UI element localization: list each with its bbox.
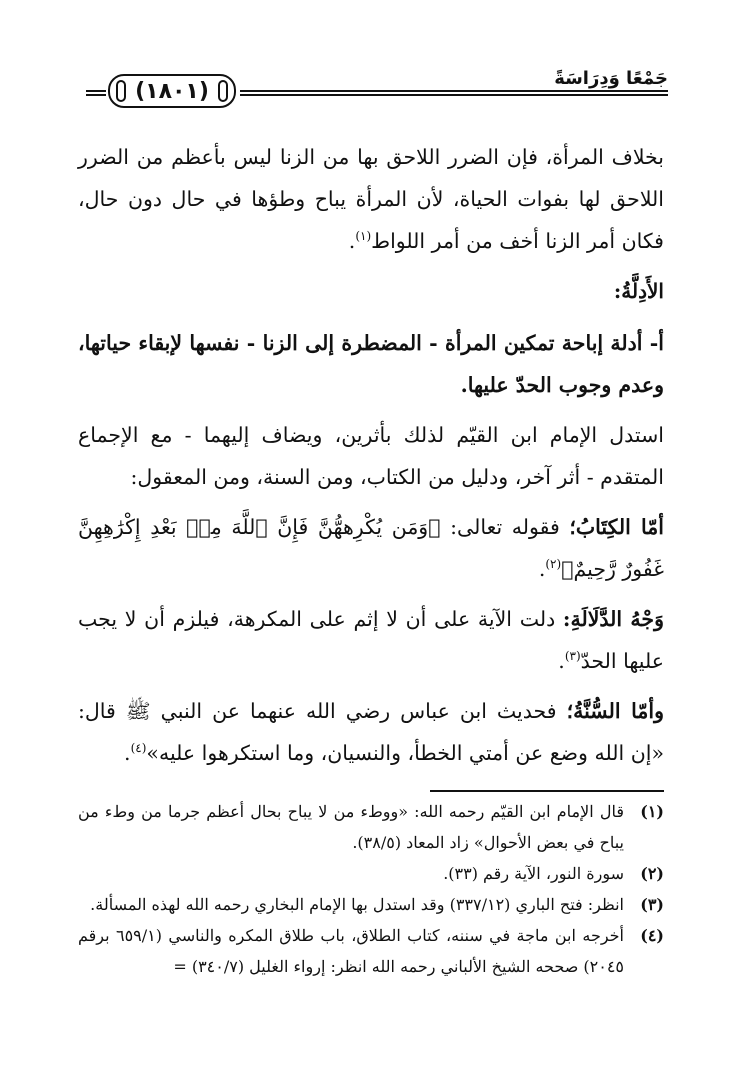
paragraph-6-lead: وأمّا السُّنَّةُ؛ [566,699,664,723]
footnote-ref-1[interactable]: (١) [355,229,372,244]
paragraph-1-text: بخلاف المرأة، فإن الضرر اللاحق بها من الزنا ليس بأعظم من الضرر اللاحق لها بفوات الحياة، لأن المرأة يباح وطؤها في حال دون حال، فكان أمر الزنا أخف من أمر اللواط [78,145,664,253]
main-text [78,136,664,782]
footnote-text: سورة النور، الآية رقم (٣٣). [443,864,624,883]
paragraph-5-end: . [558,649,565,673]
footnote-ref-2[interactable]: (٢) [545,557,562,572]
quran-verse: ﴿وَمَن يُكْرِههُّنَّ فَإِنَّ ٱللَّهَ مِنۢ بَعْدِ إِكْرَٰهِهِنَّ غَفُورٌ رَّحِيمٌ﴾ [78,515,664,581]
footnote-item [78,796,664,858]
paragraph-6-end: . [124,741,131,765]
footnote-number: (٤) [640,926,664,945]
paragraph-1-end: . [348,229,356,253]
footnote-text: انظر: فتح الباري (٣٣٧/١٢) وقد استدل بها الإمام البخاري رحمه الله لهذه المسألة. [90,895,624,914]
paragraph-4-text: فقوله تعالى: [440,515,570,539]
paragraph-6-text: فحديث ابن عباس رضي الله عنهما عن النبي ﷺ قال: «إن الله وضع عن أمتي الخطأ، والنسيان، وما استكرهوا عليه» [78,699,664,765]
footnote-number: (١) [640,802,664,821]
page-header [86,62,668,112]
header-rule-left [86,90,106,96]
paragraph-6 [78,690,664,774]
footnote-item [78,920,664,982]
paragraph-5-text: دلت الآية على أن لا إثم على المكرهة، فيلزم أن لا يجب عليها الحدّ [78,607,664,673]
paragraph-4-lead: أمّا الكِتَابُ؛ [569,515,664,539]
paragraph-4 [78,506,664,590]
footnote-divider [430,790,664,792]
paragraph-4-end: . [538,557,546,581]
header-rule [240,90,668,96]
section-heading: الأَدِلَّةُ: [613,279,664,303]
footnote-item [78,858,664,889]
paragraph-2: أ- أدلة إباحة تمكين المرأة - المضطرة إلى الزنا - نفسها لإبقاء حياتها، وعدم وجوب الحدّ عليها. [78,331,664,397]
footnote-item [78,889,664,920]
footnote-ref-3[interactable]: (٣) [564,649,581,664]
paragraph-1 [78,136,664,262]
paragraph-5 [78,598,664,682]
paragraph-3: استدل الإمام ابن القيّم لذلك بأثرين، ويضاف إليهما - مع الإجماع المتقدم - أثر آخر، ودليل من الكتاب، ومن السنة، ومن المعقول: [78,423,664,489]
page-number: (١٨٠١) [108,74,236,108]
footnote-number: (٢) [640,864,664,883]
footnotes [78,796,664,982]
footnote-number: (٣) [640,895,664,914]
paragraph-5-lead: وَجْهُ الدَّلَالَةِ: [562,607,664,631]
footnote-text: أخرجه ابن ماجة في سننه، كتاب الطلاق، باب طلاق المكره والناسي (٦٥٩/١ برقم ٢٠٤٥) صححه الشيخ الألباني رحمه الله انظر: إرواء الغليل (٣٤٠/٧) = [78,926,624,976]
footnote-text: قال الإمام ابن القيّم رحمه الله: «ووطء من لا يباح بحال أعظم جرما من وطء من يباح في بعض الأحوال» زاد المعاد (٣٨/٥). [78,802,624,852]
footnote-ref-4[interactable]: (٤) [130,741,147,756]
running-title: جَمْعًا وَدِرَاسَةً [554,68,668,89]
